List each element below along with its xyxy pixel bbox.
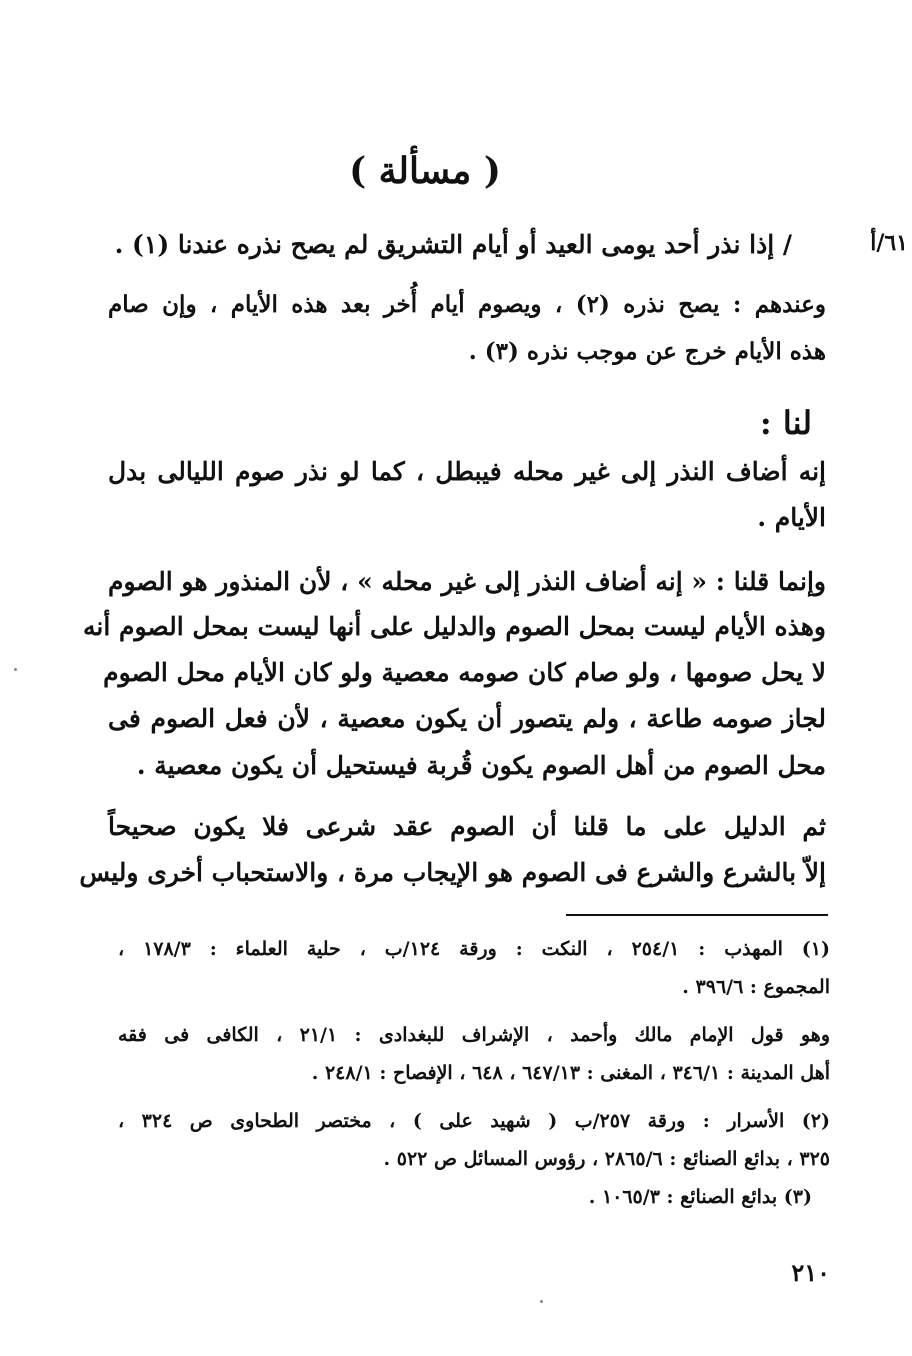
footnote-1-line-2: المجموع : ٣٩٦/٦ . xyxy=(682,976,830,998)
paragraph-5-line-1: ثم الدليل على ما قلنا أن الصوم عقد شرعى فلا يكون صحيحاً xyxy=(108,812,826,841)
scan-speck xyxy=(14,668,17,671)
section-heading-lana: لنا : xyxy=(759,404,812,442)
footnote-separator xyxy=(566,914,828,916)
manuscript-folio-reference: ٦١/أ xyxy=(870,230,908,256)
section-title: ( مسألة ) xyxy=(349,150,501,192)
paragraph-1-line-1: / إذا نذر أحد يومى العيد أو أيام التشريق لم يصح نذره عندنا (١) . xyxy=(114,230,792,259)
paragraph-2-line-2: هذه الأيام خرج عن موجب نذره (٣) . xyxy=(468,338,826,365)
paragraph-4-line-2: وهذه الأيام ليست بمحل الصوم والدليل على أنها ليست بمحل الصوم أنه xyxy=(83,612,826,641)
footnote-3-line-1: (٣) بدائع الصنائع : ١٠٦٥/٣ . xyxy=(588,1186,812,1208)
paragraph-4-line-5: محل الصوم من أهل الصوم يكون قُربة فيستحيل أن يكون معصية . xyxy=(136,751,826,780)
footnote-2-line-2: ٣٢٥ ، بدائع الصنائع : ٢٨٦٥/٦ ، رؤوس المسائل ص ٥٢٢ . xyxy=(383,1148,830,1170)
paragraph-3-line-2: الأيام . xyxy=(757,503,826,532)
paragraph-4-line-4: لجاز صومه طاعة ، ولم يتصور أن يكون معصية ، لأن فعل الصوم فى xyxy=(108,704,826,733)
footnote-1b-line-2: أهل المدينة : ٣٤٦/١ ، المغنى : ٦٤٧/١٣ ، ٦٤٨ ، الإفصاح : ٢٤٨/١ . xyxy=(311,1062,830,1084)
scan-speck xyxy=(540,1300,543,1303)
paragraph-5-line-2: إلاّ بالشرع والشرع فى الصوم هو الإيجاب مرة ، والاستحباب أخرى وليس xyxy=(79,858,826,887)
footnote-2-line-1: (٢) الأسرار : ورقة ٢٥٧/ب ( شهيد على ) ، مختصر الطحاوى ص ٣٢٤ ، xyxy=(118,1110,831,1132)
paragraph-4-line-3: لا يحل صومها ، ولو صام كان صومه معصية ولو كان الأيام محل الصوم xyxy=(103,658,826,687)
paragraph-4-line-1: وإنما قلنا : « إنه أضاف النذر إلى غير محله » ، لأن المنذور هو الصوم xyxy=(108,567,826,596)
footnote-1-line-1: (١) المهذب : ٢٥٤/١ ، النكت : ورقة ١٢٤/ب ، حلية العلماء : ١٧٨/٣ ، xyxy=(118,938,831,960)
page-number: ٢١٠ xyxy=(791,1258,830,1287)
footnote-1b-line-1: وهو قول الإمام مالك وأحمد ، الإشراف للبغدادى : ٢١/١ ، الكافى فى فقه xyxy=(118,1024,830,1046)
paragraph-2-line-1: وعندهم : يصح نذره (٢) ، ويصوم أيام أُخر بعد هذه الأيام ، وإن صام xyxy=(108,291,826,318)
paragraph-3-line-1: إنه أضاف النذر إلى غير محله فيبطل ، كما لو نذر صوم الليالى بدل xyxy=(108,457,826,486)
